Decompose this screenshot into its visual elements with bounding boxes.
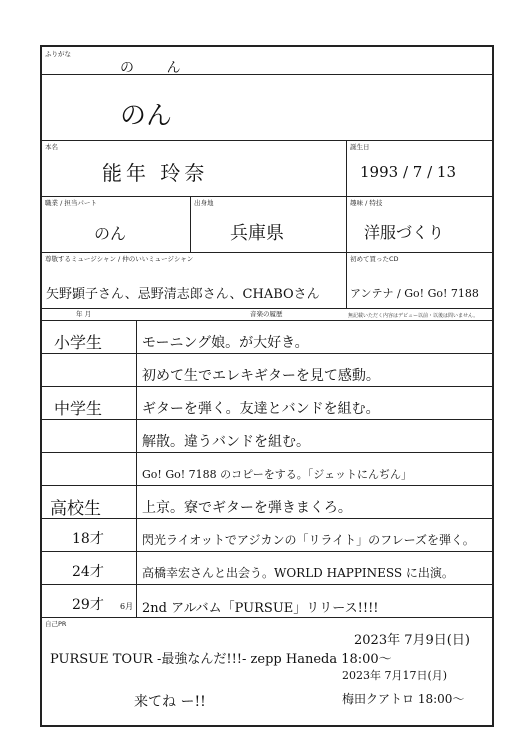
divider (42, 419, 492, 420)
profile-sheet (40, 45, 494, 727)
hobby-label: 趣味 / 特技 (350, 199, 383, 207)
history-text: ギターを弾く。友達とバンドを組む。 (142, 401, 380, 417)
history-text: 解散。違うバンドを組む。 (142, 434, 310, 450)
real-name-value: 能年 玲奈 (102, 161, 209, 185)
divider (42, 551, 492, 552)
divider (42, 308, 492, 309)
divider (346, 140, 347, 196)
divider (42, 452, 492, 453)
divider (42, 140, 492, 141)
history-period: 24才 (72, 564, 104, 580)
hobby-value: 洋服づくり (364, 223, 445, 242)
respected-value: 矢野顕子さん、忌野清志郎さん、CHABOさん (46, 287, 320, 302)
history-text: 初めて生でエレキギターを見て感動。 (142, 368, 380, 384)
history-period: 中学生 (54, 399, 103, 418)
stage-name: のん (120, 101, 173, 131)
history-text: モーニング娘。が大好き。 (142, 335, 309, 351)
history-text: 閃光ライオットでアジカンの「リライト」のフレーズを弾く。 (142, 533, 475, 547)
divider (42, 386, 492, 387)
respected-label: 尊敬するミュージシャン / 仲のいいミュージシャン (45, 255, 194, 263)
divider (42, 584, 492, 585)
divider (42, 196, 492, 197)
divider (190, 196, 191, 252)
self-pr-venue2: 梅田クアトロ 18:00〜 (342, 692, 465, 706)
first-cd-label: 初めて買ったCD (350, 255, 399, 263)
history-note: 無記載いただく内容はデビュー以前・以後は問いません。 (348, 313, 479, 319)
hometown-label: 出身地 (194, 199, 214, 207)
divider (42, 252, 492, 253)
divider (42, 353, 492, 354)
divider (42, 320, 492, 321)
divider (346, 252, 347, 308)
self-pr-date2: 2023年 7月17日(月) (342, 669, 448, 682)
self-pr-closing: 来てね ー!! (134, 694, 206, 710)
role-label: 職業 / 担当パート (45, 199, 97, 207)
divider (346, 196, 347, 252)
divider (42, 74, 492, 75)
history-period: 18才 (72, 531, 104, 547)
self-pr-date1: 2023年 7月9日(日) (354, 633, 470, 648)
furigana-label: ふりがな (45, 50, 71, 58)
history-period: 高校生 (50, 499, 101, 519)
history-text: 高橋幸宏さんと出会う。WORLD HAPPINESS に出演。 (142, 566, 454, 580)
self-pr-label: 自己PR (45, 620, 67, 628)
history-text: 上京。寮でギターを弾きまくろ。 (142, 500, 352, 516)
divider (136, 320, 137, 617)
history-text: 2nd アルバム「PURSUE」リリース!!!! (142, 601, 379, 616)
history-period: 小学生 (54, 333, 103, 352)
divider (42, 518, 492, 519)
history-period: 29才 (72, 597, 104, 613)
real-name-label: 本名 (45, 143, 58, 151)
history-label: 音楽の履歴 (250, 310, 283, 318)
self-pr-tour: PURSUE TOUR -最強なんだ!!!- zepp Haneda 18:00〜 (50, 652, 392, 667)
first-cd-value: アンテナ / Go! Go! 7188 (350, 287, 479, 300)
year-month-label: 年 月 (76, 310, 92, 318)
role-value: のん (94, 224, 127, 243)
history-period-sub: 6月 (120, 602, 134, 611)
birthday-label: 誕生日 (350, 143, 370, 151)
hometown-value: 兵庫県 (230, 223, 284, 244)
divider (42, 485, 492, 486)
birthday-value: 1993 / 7 / 13 (360, 163, 456, 181)
furigana-value: の ん (120, 60, 195, 76)
history-text: Go! Go! 7188 のコピーをする。「ジェットにんぢん」 (142, 468, 412, 481)
divider (42, 617, 492, 618)
